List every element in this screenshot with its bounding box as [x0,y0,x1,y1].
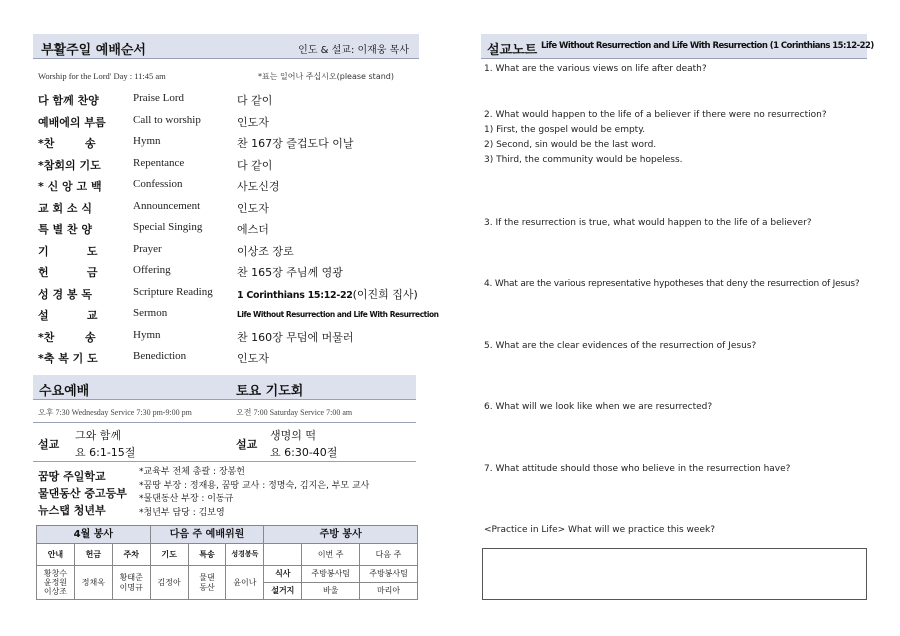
question-7: 7. What attitude should those who believe in the resurrection have? [484,464,791,474]
saturday-time: 오전 7:00 Saturday Service 7:00 am [236,408,353,417]
table-cell: 식사 [264,566,302,583]
col-header: 헌금 [74,544,112,566]
order-person [237,286,418,302]
stand-note: *표는 일어나 주십시오(please stand) [258,72,394,81]
staff-line: *꿈땅 부장 : 정재용, 꿈땅 교사 : 정명숙, 김지은, 부모 교사 [139,480,370,491]
table-cell: 윤이나 [226,566,264,600]
wednesday-title: 수요예배 [39,384,90,399]
notes-header [481,34,874,59]
ministry-name: 꿈땅 주일학교 [38,470,106,483]
col-header: 안내 [37,544,75,566]
order-ko: 성 경 봉 독 [38,287,92,301]
order-person: 찬 160장 무덤에 머물러 [237,330,354,344]
order-person: 인도자 [237,201,269,215]
order-ko: 설 교 [38,309,98,322]
practice-box[interactable] [482,548,867,600]
order-en: Benediction [133,350,187,362]
order-ko: 헌 금 [38,266,98,279]
easter-leader: 인도 & 설교: 이재웅 목사 [298,45,409,56]
wednesday-time: 오후 7:30 Wednesday Service 7:30 pm-9:00 pm [38,408,192,417]
col-header: 이번 주 [302,544,360,566]
order-ko: 교 회 소 식 [38,201,92,215]
scripture-ref: 1 Corinthians 15:12-22 [237,289,353,301]
notes-label: 설교노트 [487,43,538,58]
col-header: 기도 [150,544,188,566]
order-person [237,307,439,320]
ministry-staff [139,466,369,520]
duty-table [36,525,418,600]
col-header [264,544,302,566]
order-en: Repentance [133,156,185,169]
order-en: Call to worship [133,113,201,126]
order-ko: *참회의 기도 [38,158,101,172]
saturday-title: 토요 기도회 [236,384,304,399]
practice-prompt: <Practice in Life> What will we practice this week? [484,525,715,535]
question-4: 4. What are the various representative hypotheses that deny the resurrection of Jesus? [484,279,860,289]
group-header: 4월 봉사 [37,526,151,544]
answer-point: 2) Second, sin would be the last word. [484,140,657,150]
answer-point: 3) Third, the community would be hopeless. [484,155,683,165]
order-en: Praise Lord [133,92,185,104]
order-en: Hymn [133,135,161,147]
order-ko: 다 함께 찬양 [38,94,99,107]
sermon-label: 설교 [38,438,60,451]
ministry-names [38,468,127,519]
order-person: 다 같이 [237,158,273,172]
question-1: 1. What are the various views on life after death? [484,64,707,74]
notes-title: Life Without Resurrection and Life With Resurrection (1 Corinthians 15:12-22) [541,41,874,51]
order-ko: 특 별 찬 양 [38,223,92,236]
order-ko: 예배에의 부름 [38,115,106,129]
answer-point: 1) First, the gospel would be empty. [484,125,646,135]
order-ko: *축 복 기 도 [38,352,98,365]
sermon-label: 설교 [236,438,258,451]
order-person: 이상조 장로 [237,244,294,258]
sermon-ref: 요 6:1-15절 [75,446,136,459]
order-en: Prayer [133,242,162,255]
col-header: 주차 [112,544,150,566]
col-header: 성경봉독 [226,544,264,566]
easter-title: 부활주일 예배순서 [41,43,146,58]
col-header: 다음 주 [360,544,418,566]
order-en: Scripture Reading [133,285,213,298]
order-person: 다 같이 [237,94,273,107]
divider [33,461,416,462]
order-person: 찬 165장 주님께 영광 [237,266,343,279]
order-person: 인도자 [237,115,269,129]
table-cell: 마리아 [360,583,418,600]
service-time: Worship for the Lord' Day : 11:45 am [38,71,166,81]
order-ko: *찬 송 [38,330,96,344]
question-2: 2. What would happen to the life of a believer if there were no resurrection? [484,110,827,120]
sermon-title: Life Without Resurrection and Life With Resurrection [237,310,439,319]
group-header: 다음 주 예배위원 [150,526,264,544]
order-en: Hymn [133,328,161,341]
sermon-ref: 요 6:30-40절 [270,446,338,459]
table-cell: 주방봉사팀 [360,566,418,583]
order-en: Special Singing [133,221,203,233]
table-cell: 정채옥 [74,566,112,600]
order-en: Offering [133,264,171,276]
order-ko: *찬 송 [38,137,96,150]
table-cell: 물댄 동산 [188,566,226,600]
order-en: Sermon [133,307,168,319]
order-person: 사도신경 [237,180,280,193]
question-5: 5. What are the clear evidences of the resurrection of Jesus? [484,341,757,351]
sermon-title: 생명의 떡 [270,429,317,442]
order-ko: * 신 앙 고 백 [38,180,102,193]
sermon-title: 그와 함께 [75,429,122,442]
table-cell: 설거지 [264,583,302,600]
table-cell: 김정아 [150,566,188,600]
table-cell: 주방봉사팀 [302,566,360,583]
question-6: 6. What will we look like when we are resurrected? [484,402,713,412]
order-en: Confession [133,178,183,190]
easter-header [33,34,419,59]
order-en: Announcement [133,199,201,212]
table-cell: 황창수 윤정원 이상조 [37,566,75,600]
divider [33,422,416,423]
col-header: 특송 [188,544,226,566]
staff-line: *교육부 전체 총괄 : 장봉헌 [139,467,245,477]
order-person: 에스더 [237,223,269,236]
ministry-name: 뉴스탭 청년부 [38,504,106,517]
staff-line: *물댄동산 부장 : 이동규 [139,494,234,504]
table-cell: 바울 [302,583,360,600]
midweek-header [33,375,416,400]
order-person: 인도자 [237,352,269,365]
table-cell: 황태준 이명규 [112,566,150,600]
question-3: 3. If the resurrection is true, what would happen to the life of a believer? [484,218,812,228]
ministry-name: 물댄동산 중고등부 [38,487,127,500]
order-person: 찬 167장 즐겁도다 이날 [237,137,354,150]
scripture-reader: (이진희 집사) [352,287,418,301]
order-ko: 기 도 [38,244,98,258]
staff-line: *청년부 담당 : 김보영 [139,507,225,518]
group-header: 주방 봉사 [264,526,418,544]
